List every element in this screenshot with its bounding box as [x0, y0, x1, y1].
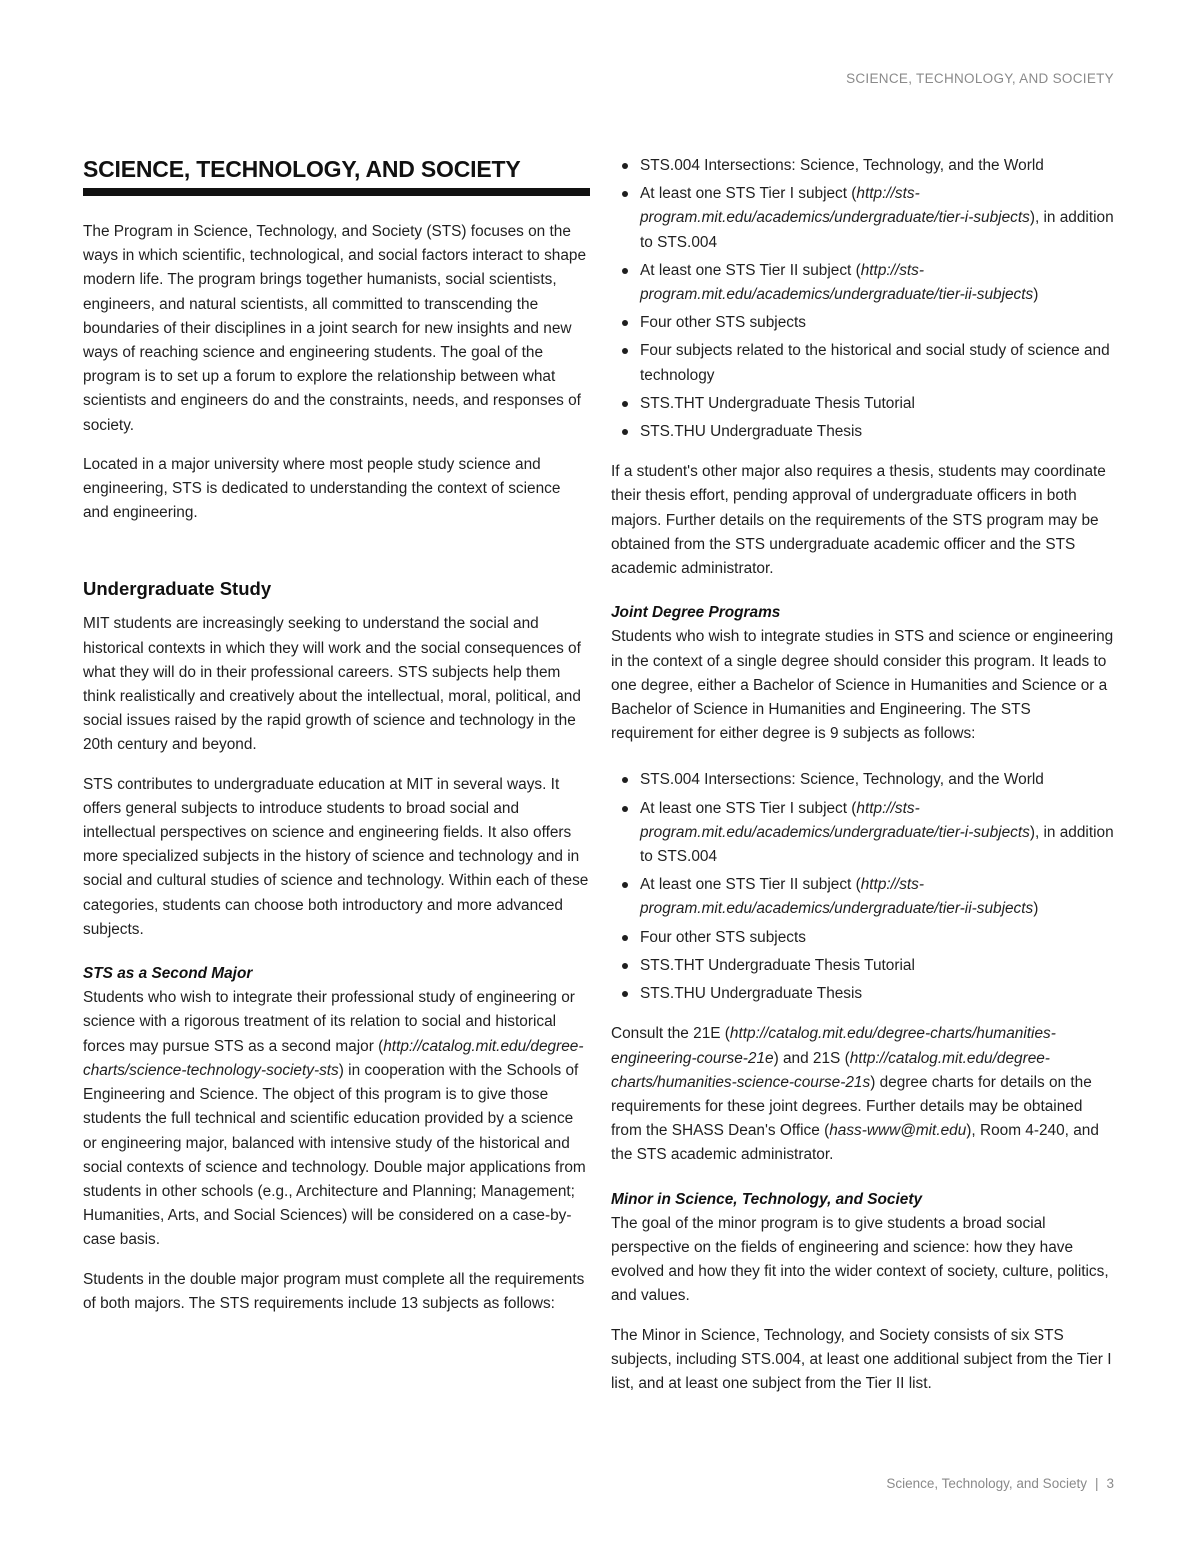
joint-degree-heading: Joint Degree Programs — [611, 604, 781, 622]
list-item: STS.THT Undergraduate Thesis Tutorial — [640, 392, 1117, 416]
list-item-text: ), in addition to STS.004 — [640, 209, 1114, 251]
list-item — [640, 259, 1117, 307]
minor-heading: Minor in Science, Technology, and Society — [611, 1190, 923, 1208]
list-item — [640, 873, 1117, 921]
second-major-link[interactable]: http://catalog.mit.edu/degree-charts/science-technology-society-sts — [83, 1037, 584, 1079]
second-major-requirements-list — [611, 154, 1117, 444]
running-footer — [886, 1476, 1114, 1491]
list-item-text: ) — [1033, 900, 1039, 918]
second-major-heading: STS as a Second Major — [83, 965, 253, 983]
list-item-text: At least one STS Tier I subject ( — [640, 185, 857, 203]
list-item-text: At least one STS Tier II subject ( — [640, 876, 861, 894]
course-21s-link[interactable]: http://catalog.mit.edu/degree-charts/humanities-science-course-21s — [611, 1049, 1050, 1091]
undergraduate-paragraph-1: MIT students are increasingly seeking to understand the social and historical contexts in which they will work and the social consequences of what they will do in their professional careers. STS subjects help them think realistically and creatively about the intellectual, moral, political, and social issues raised by the rapid growth of science and technology in the 20th century and beyond. — [83, 615, 581, 754]
list-item-text: ) — [1033, 286, 1039, 304]
tier-ii-link[interactable]: http://sts-program.mit.edu/academics/undergraduate/tier-ii-subjects — [640, 261, 1034, 304]
list-item-text: At least one STS Tier II subject ( — [640, 261, 861, 279]
minor-text: The goal of the minor program is to give students a broad social perspective on the fields of engineering and science: how they have evolved and how they fit into the wider context of society, culture, politics, and values. — [611, 1214, 1109, 1305]
list-item — [640, 797, 1117, 870]
second-major-paragraph-2: Students in the double major program must complete all the requirements of both majors. The STS requirements include 13 subjects as follows: — [83, 1270, 585, 1312]
list-item: Four other STS subjects — [640, 311, 1117, 335]
page-number: 3 — [1106, 1476, 1114, 1491]
page-title: SCIENCE, TECHNOLOGY, AND SOCIETY — [83, 156, 590, 196]
left-column — [83, 156, 590, 1331]
tier-i-link[interactable]: http://sts-program.mit.edu/academics/undergraduate/tier-i-subjects — [640, 185, 1030, 227]
consult-text: ), Room 4-240, and the STS academic administrator. — [611, 1122, 1099, 1164]
list-item: STS.004 Intersections: Science, Technology, and the World — [640, 768, 1117, 792]
joint-degree-text: Students who wish to integrate studies in STS and science or engineering in the context of a single degree should consider this program. It leads to one degree, either a Bachelor of Science in Humanities and Science or a Bachelor of Science in Humanities and Engineering. The STS requirement for either degree is 9 subjects as follows: — [611, 628, 1114, 743]
second-major-text-a: Students who wish to integrate their professional study of engineering or science with a rigorous treatment of its relation to social and historical forces may pursue STS as a second major ( — [83, 989, 575, 1055]
second-major-text-b: ) in cooperation with the Schools of Engineering and Science. The object of this program is to give those students the full technical and scientific education provided by a science or engineering major, balanced with intensive study of the historical and social contexts of science and technology. Double major applications from students in other schools (e.g., Architecture and Planning; Management; Humanities, Arts, and Social Sciences) will be considered on a case-by-case basis. — [83, 1061, 586, 1249]
thesis-paragraph: If a student's other major also requires a thesis, students may coordinate their thesis effort, pending approval of undergraduate officers in both majors. Further details on the requirements of the STS program may be obtained from the STS undergraduate academic officer and the STS academic administrator. — [611, 463, 1106, 578]
course-21e-link[interactable]: http://catalog.mit.edu/degree-charts/humanities-engineering-course-21e — [611, 1025, 1056, 1067]
second-major-section — [83, 962, 590, 1252]
joint-degree-section — [611, 601, 1117, 746]
intro-paragraph-1: The Program in Science, Technology, and Society (STS) focuses on the ways in which scientific, technological, and social factors interact to shape modern life. The program brings together humanists, social scientists, engineers, and natural scientists, all committed to transcending the boundaries of their disciplines in a joint search for new insights and new ways of reaching science and engineering students. The goal of the program is to set up a forum to explore the relationship between what scientists and engineers do and the constraints, needs, and responses of society. — [83, 223, 587, 434]
consult-text: Consult the 21E ( — [611, 1025, 730, 1043]
joint-degree-requirements-list — [611, 768, 1117, 1006]
undergraduate-paragraph-2: STS contributes to undergraduate education at MIT in several ways. It offers general subjects to introduce students to broad social and intellectual perspectives on science and engineering fields. It also offers more specialized subjects in the history of science and technology and in social and cultural studies of science and technology. Within each of these categories, students can choose both introductory and more advanced subjects. — [83, 775, 589, 938]
footer-title: Science, Technology, and Society — [886, 1476, 1087, 1491]
list-item: Four subjects related to the historical and social study of science and technology — [640, 339, 1117, 387]
tier-ii-link[interactable]: http://sts-program.mit.edu/academics/undergraduate/tier-ii-subjects — [640, 876, 1034, 918]
consult-text: ) degree charts for details on the requirements for these joint degrees. Further details may be obtained from the SHASS Dean's Office ( — [611, 1073, 1092, 1140]
list-item: STS.004 Intersections: Science, Technology, and the World — [640, 154, 1117, 178]
list-item: STS.THU Undergraduate Thesis — [640, 982, 1117, 1006]
list-item-text: ), in addition to STS.004 — [640, 823, 1114, 866]
tier-i-link[interactable]: http://sts-program.mit.edu/academics/undergraduate/tier-i-subjects — [640, 799, 1030, 841]
shass-email-link[interactable]: hass-www@mit.edu — [829, 1122, 967, 1140]
list-item: STS.THT Undergraduate Thesis Tutorial — [640, 954, 1117, 978]
undergraduate-study-heading: Undergraduate Study — [83, 578, 272, 600]
intro-paragraph-2: Located in a major university where most people study science and engineering, STS is dedicated to understanding the context of science and engineering. — [83, 455, 561, 522]
right-column — [611, 154, 1117, 1411]
minor-paragraph-2: The Minor in Science, Technology, and Society consists of six STS subjects, including STS.004, at least one additional subject from the Tier I list, and at least one subject from the Tier II list. — [611, 1326, 1112, 1392]
consult-text: ) and 21S ( — [773, 1049, 850, 1067]
list-item: STS.THU Undergraduate Thesis — [640, 420, 1117, 444]
consult-paragraph — [611, 1022, 1117, 1167]
list-item-text: At least one STS Tier I subject ( — [640, 799, 857, 817]
list-item: Four other STS subjects — [640, 926, 1117, 950]
running-header: SCIENCE, TECHNOLOGY, AND SOCIETY — [846, 71, 1114, 86]
minor-section — [611, 1188, 1117, 1309]
footer-separator: | — [1094, 1476, 1099, 1491]
list-item — [640, 182, 1117, 255]
